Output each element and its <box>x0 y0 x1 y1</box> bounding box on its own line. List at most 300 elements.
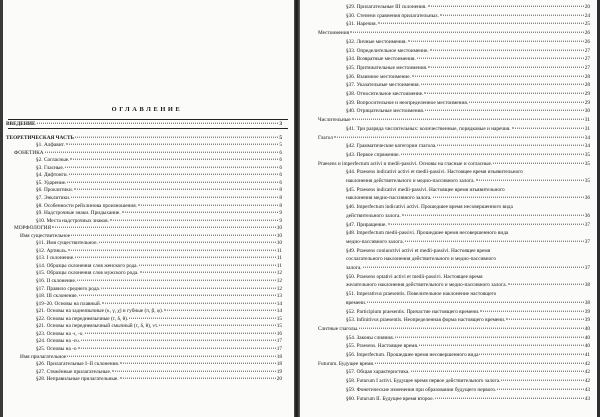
toc-dot-leader <box>78 348 276 349</box>
toc-entry-text: Имя существительное <box>20 232 71 239</box>
toc-dot-leader <box>479 354 583 355</box>
toc-entry-text: залога. <box>346 265 362 271</box>
toc-entry <box>20 233 282 240</box>
toc-entry <box>346 152 590 159</box>
toc-entry <box>346 369 590 376</box>
toc-dot-leader <box>75 257 275 258</box>
toc-page-number: 20 <box>584 4 590 10</box>
toc-page-number: 39 <box>584 308 590 315</box>
toc-entry <box>346 335 590 342</box>
toc-page-number: 9 <box>279 210 282 217</box>
toc-entry <box>346 108 590 115</box>
toc-entry <box>20 354 282 361</box>
toc-dot-leader <box>480 310 583 311</box>
toc-page-number: 14 <box>276 300 282 307</box>
toc-dot-leader <box>378 23 584 24</box>
toc-entry-text: §46. Imperfectum indicativi activi. Прошедшее время несовершенного вида <box>346 204 513 211</box>
toc-entry-text: §43. Первое спряжение. <box>346 151 400 158</box>
toc-entry-text: §8. Особенности рейхлинова произношения. <box>36 202 137 209</box>
toc-dot-leader <box>68 249 276 250</box>
toc-page-number: 14 <box>276 308 282 315</box>
toc-dot-leader <box>85 333 276 334</box>
toc-entry-text: §51. Imperativus praesentis. Повелительное наклонение настоящего <box>346 291 497 298</box>
toc-entry <box>346 56 590 63</box>
toc-entry-text: §37. Указательные местоимения. <box>346 82 420 89</box>
toc-entry <box>36 361 282 368</box>
toc-page-number: 29 <box>584 91 590 97</box>
toc-entry <box>318 326 590 333</box>
toc-entry-text: §59. Фонетические изменения при образовании будущего первого. <box>346 386 497 393</box>
toc-entry-text: §5. Ударение. <box>36 179 67 186</box>
toc-dot-leader <box>425 110 584 111</box>
toc-page-number: 20 <box>276 376 282 383</box>
toc-entry <box>36 248 282 255</box>
toc-page-number: 34 <box>584 134 590 141</box>
title-rule-bottom <box>8 128 288 129</box>
toc-entry <box>36 301 282 308</box>
toc-entry-text: ВВЕДЕНИЕ <box>6 121 36 127</box>
toc-entry <box>36 338 282 345</box>
toc-dot-leader <box>375 362 584 363</box>
toc-dot-leader <box>367 301 584 302</box>
toc-page-number: 6 <box>279 164 282 171</box>
toc-entry-text: §28. Неправильные прилагательные. <box>36 376 119 383</box>
toc-page-number: 37 <box>584 265 590 271</box>
toc-entry <box>346 256 590 263</box>
toc-dot-leader <box>75 136 278 137</box>
toc-dot-leader <box>497 388 583 389</box>
toc-dot-leader <box>469 101 584 102</box>
toc-entry-text: §4. Дифтонги. <box>36 172 68 179</box>
toc-entry <box>36 376 282 383</box>
toc-page-number: 40 <box>584 343 590 350</box>
toc-entry-text: §19–20. Основы на плавный. <box>36 300 101 307</box>
toc-page-number: 11 <box>276 255 282 262</box>
toc-entry <box>36 286 282 293</box>
toc-entry <box>318 135 590 142</box>
toc-entry <box>36 210 282 217</box>
toc-entry <box>36 369 282 376</box>
toc-entry-text: §2. Согласные. <box>36 157 70 164</box>
toc-entry-text: §50. Praesens optativi activi et medii-passivi. Настоящее время <box>346 273 483 280</box>
toc-entry <box>346 300 590 307</box>
toc-entry-text: МОРФОЛОГИЯ <box>14 225 52 232</box>
toc-entry-text: §9. Надстрочные знаки. Придыхание. <box>36 210 121 217</box>
toc-dot-leader <box>417 58 584 59</box>
toc-page-number: 5 <box>279 134 282 141</box>
toc-entry <box>36 308 282 315</box>
toc-page-number: 6 <box>279 157 282 164</box>
toc-entry <box>36 255 282 262</box>
toc-entry-text: §32. Личные местоимения. <box>346 38 407 45</box>
toc-dot-leader <box>102 302 276 303</box>
toc-entry-text: Глагол <box>318 134 333 141</box>
toc-entry <box>346 187 590 194</box>
toc-entry-text: §3. Гласные. <box>36 164 65 171</box>
toc-entry-text: §23. Основы на -ι, -υ. <box>36 330 84 337</box>
toc-page-number: 12 <box>276 285 282 292</box>
toc-dot-leader <box>129 317 275 318</box>
toc-dot-leader <box>476 180 584 181</box>
toc-dot-leader <box>71 197 278 198</box>
toc-entry <box>318 30 590 37</box>
toc-dot-leader <box>512 127 584 128</box>
toc-entry <box>346 274 590 281</box>
toc-entry-text: сослагательного наклонения действительного и медио-пассивного <box>346 256 496 263</box>
toc-dot-leader <box>359 328 583 329</box>
toc-entry-text: §27. Стяжённые прилагательные. <box>36 368 112 375</box>
toc-entry <box>36 323 282 330</box>
toc-dot-leader <box>110 219 278 220</box>
toc-dot-leader <box>428 6 584 7</box>
toc-dot-leader <box>45 151 279 152</box>
toc-page-number: 15 <box>276 315 282 322</box>
toc-page-number: 8 <box>279 187 282 194</box>
toc-entry <box>346 343 590 350</box>
toc-page-number: 18 <box>276 361 282 368</box>
toc-entry <box>346 213 590 220</box>
toc-entry <box>36 218 282 225</box>
toc-page-number: 42 <box>584 369 590 376</box>
toc-page-number: 27 <box>584 47 590 54</box>
toc-entry <box>36 346 282 353</box>
toc-page-number: 38 <box>584 282 590 289</box>
toc-dot-leader <box>334 136 584 137</box>
toc-entry-text: наклонения медио-пассивного залога. <box>346 195 432 202</box>
toc-dot-leader <box>120 378 276 379</box>
toc-entry-text: времени. <box>346 299 367 306</box>
toc-page-number: 34 <box>584 143 590 150</box>
toc-entry-text: §6. Проклитики. <box>36 187 74 194</box>
toc-entry-text: §26. Прилагательные I–II склонения. <box>36 361 120 368</box>
toc-entry-text: §15. Образцы склонения слов мужского рода. <box>36 270 139 277</box>
toc-dot-leader <box>66 144 279 145</box>
toc-entry-text: наклонения действительного и медио-пассивного залога. <box>346 178 475 184</box>
toc-dot-leader <box>101 287 276 288</box>
toc-entry <box>14 225 282 232</box>
toc-page-number: 35 <box>584 178 590 184</box>
toc-dot-leader <box>419 345 583 346</box>
toc-entry-text: §54. Законы слияния. <box>346 334 394 341</box>
toc-entry <box>346 143 590 150</box>
toc-page-number: 6 <box>279 172 282 179</box>
toc-entry-text: Слитные глаголы. <box>318 325 359 332</box>
toc-entry <box>346 352 590 359</box>
toc-entry-text: §33. Определительное местоимение. <box>346 47 429 54</box>
toc-page-number: 38 <box>584 299 590 306</box>
toc-entry <box>346 239 590 246</box>
toc-entry <box>346 317 590 324</box>
toc-entry-text: §60. Futurum II. Будущее время второе. <box>346 395 434 402</box>
toc-dot-leader <box>405 241 584 242</box>
toc-page-number: 25 <box>584 21 590 28</box>
toc-page-number: 31 <box>584 117 590 124</box>
toc-dot-leader <box>402 214 584 215</box>
toc-dot-leader <box>67 182 278 183</box>
toc-entry-text: §24. Основы на -ευ. <box>36 338 81 345</box>
toc-entry <box>6 121 282 128</box>
toc-entry-text: §16. II склонение. <box>36 278 77 284</box>
toc-dot-leader <box>363 267 584 268</box>
toc-page-number: 18 <box>276 353 282 360</box>
toc-page-number: 36 <box>584 212 590 219</box>
toc-dot-leader <box>408 40 584 41</box>
toc-entry-text: §17. Правило среднего рода. <box>36 285 101 292</box>
toc-entry <box>346 204 590 211</box>
toc-entry-text: §12. Артикль. <box>36 247 68 254</box>
toc-page-number: 17 <box>276 345 282 352</box>
toc-page-number: 15 <box>276 323 282 330</box>
toc-dot-leader <box>37 123 279 124</box>
toc-entry <box>36 187 282 194</box>
toc-entry-text: Praesens и imperfectum activi и medii-passivi. Основы на гласные и согласные. <box>318 160 493 167</box>
toc-entry <box>346 222 590 229</box>
title-rule-top <box>8 119 288 120</box>
toc-dot-leader <box>69 174 278 175</box>
toc-entry <box>346 195 590 202</box>
toc-page-number: 11 <box>276 247 282 254</box>
toc-entry <box>318 117 590 124</box>
toc-dot-leader <box>506 319 583 320</box>
toc-page-number: 28 <box>584 73 590 80</box>
toc-entry <box>346 4 590 11</box>
toc-entry <box>36 293 282 300</box>
toc-entry <box>346 65 590 72</box>
toc-entry-text: §49. Praesens coniunctivi activi et medii-passivi. Настоящее время <box>346 247 491 254</box>
toc-page-number: 9 <box>279 217 282 224</box>
toc-entry-text: §14. Образцы склонения слов женского рода. <box>36 262 138 269</box>
toc-dot-leader <box>440 14 584 15</box>
toc-dot-leader <box>433 197 584 198</box>
toc-page-number: 17 <box>276 338 282 345</box>
toc-entry <box>36 316 282 323</box>
toc-page-number: 40 <box>584 334 590 341</box>
toc-entry-text: §29. Прилагательные III склонения. <box>346 4 427 10</box>
toc-dot-leader <box>352 119 584 120</box>
toc-dot-leader <box>430 49 584 50</box>
toc-page-number: 12 <box>276 270 282 277</box>
toc-entry <box>318 361 590 368</box>
toc-dot-leader <box>421 84 584 85</box>
toc-entry-text: Числительные <box>318 117 351 124</box>
toc-page-number: 6 <box>279 179 282 186</box>
toc-dot-leader <box>138 204 278 205</box>
toc-entry <box>36 270 282 277</box>
toc-entry-text: §22. Основы на переднеязычные (τ, δ, θ). <box>36 315 129 322</box>
toc-entry-text: Местоимения <box>318 30 350 37</box>
toc-entry-text: §38. Относительное местоимение. <box>346 91 424 97</box>
toc-entry-text: §53. Infinitivus praesentis. Неопределенная форма настоящего времени. <box>346 317 506 324</box>
toc-entry-text: §56. Imperfectum. Прошедшее время несовершенного вида <box>346 352 479 358</box>
toc-page-number: 26 <box>584 38 590 45</box>
toc-entry-text: §30. Степени сравнения прилагательных. <box>346 12 440 19</box>
toc-dot-leader <box>437 145 583 146</box>
toc-page-number: 10 <box>276 225 282 232</box>
toc-entry <box>346 91 590 98</box>
toc-entry-text: §25. Основы на -ο <box>36 345 77 352</box>
toc-entry <box>346 39 590 46</box>
toc-entry <box>36 180 282 187</box>
toc-entry-text: §1. Алфавит. <box>36 142 65 149</box>
toc-dot-leader <box>501 380 583 381</box>
toc-entry-text: §45. Praesens indicativi medii-passivi. Настоящее время изъявительного <box>346 186 505 193</box>
toc-entry-text: Futurum. Будущее время. <box>318 360 375 367</box>
toc-page-number: 10 <box>276 240 282 247</box>
toc-page-number: 40 <box>584 325 590 332</box>
toc-entry <box>346 74 590 81</box>
toc-page-number: 8 <box>279 202 282 209</box>
toc-entry-text: медио-пассивного залога. <box>346 238 404 245</box>
toc-page-number: 43 <box>584 395 590 402</box>
toc-dot-leader <box>140 272 276 273</box>
toc-entry <box>36 263 282 270</box>
toc-entry <box>346 230 590 237</box>
toc-entry-text: §34. Возвратные местоимения. <box>346 56 416 63</box>
toc-page-number: 36 <box>584 195 590 202</box>
toc-entry <box>346 309 590 316</box>
toc-entry <box>346 387 590 394</box>
toc-entry-text: §41. Три разряда числительных: количественные, порядковые и наречия. <box>346 125 511 132</box>
toc-dot-leader <box>493 162 584 163</box>
toc-dot-leader <box>428 67 583 68</box>
toc-entry <box>36 142 282 149</box>
toc-entry <box>346 248 590 255</box>
toc-page-number: 11 <box>276 262 282 269</box>
toc-entry-text: §52. Participium praesentis. Причастие настоящего времени. <box>346 308 480 315</box>
toc-entry-text: действительного залога. <box>346 212 401 219</box>
toc-title: ОГЛАВЛЕНИЕ <box>111 106 183 113</box>
toc-entry-text: §55. Praesens. Настоящее время. <box>346 343 419 350</box>
toc-entry <box>346 13 590 20</box>
toc-page-number: 42 <box>584 378 590 385</box>
toc-page-number: 3 <box>279 121 282 127</box>
toc-entry-text: желательного наклонения действительного и медио-пассивного залога. <box>346 282 507 289</box>
toc-dot-leader <box>71 234 276 235</box>
toc-dot-leader <box>67 355 275 356</box>
toc-entry <box>14 150 282 157</box>
toc-entry-text: §21. Основы на заднеязычные (κ, γ, χ) и губные (π, β, φ). <box>36 308 164 315</box>
toc-page-number: 30 <box>584 108 590 115</box>
toc-entry <box>346 169 590 176</box>
toc-entry <box>36 203 282 210</box>
toc-entry-text: §10. Места надстрочных знаков. <box>36 217 109 224</box>
toc-entry-text: §57. Общая характеристика. <box>346 369 410 376</box>
toc-dot-leader <box>74 189 278 190</box>
toc-dot-leader <box>122 212 279 213</box>
toc-entry <box>36 157 282 164</box>
toc-dot-leader <box>120 363 276 364</box>
toc-dot-leader <box>159 325 275 326</box>
toc-entry-text: §44. Praesens indicativi activi et medii-passivi. Настоящее время изъявительного <box>346 169 523 176</box>
toc-entry-text: §13. I склонение. <box>36 255 75 262</box>
toc-entry <box>346 282 590 289</box>
toc-page-number: 28 <box>584 82 590 89</box>
toc-dot-leader <box>77 280 276 281</box>
toc-entry-text: §11. Имя существительное. <box>36 240 98 247</box>
toc-dot-leader <box>435 397 584 398</box>
toc-page-number: 19 <box>276 368 282 375</box>
toc-entry <box>346 48 590 55</box>
toc-entry <box>36 278 282 285</box>
toc-entry <box>36 165 282 172</box>
toc-entry <box>346 82 590 89</box>
toc-dot-leader <box>412 75 584 76</box>
toc-dot-leader <box>52 227 276 228</box>
toc-entry-text: §42. Грамматические категории глагола. <box>346 143 437 150</box>
toc-dot-leader <box>70 159 278 160</box>
toc-page-number: 41 <box>584 352 590 358</box>
toc-dot-leader <box>139 265 276 266</box>
toc-dot-leader <box>411 371 584 372</box>
page-edge-left <box>0 0 3 417</box>
toc-page-number: 42 <box>584 360 590 367</box>
toc-dot-leader <box>424 93 583 94</box>
toc-entry <box>346 396 590 403</box>
toc-page-number: 24 <box>584 12 590 19</box>
toc-page-number: 37 <box>584 221 590 228</box>
toc-entry <box>346 378 590 385</box>
toc-entry-text: §36. Взаимное местоимение. <box>346 73 411 80</box>
toc-entry-text: §35. Притяжательные местоимения. <box>346 64 428 71</box>
toc-dot-leader <box>79 295 276 296</box>
toc-entry <box>346 100 590 107</box>
toc-entry <box>36 240 282 247</box>
toc-page-number: 6 <box>279 149 282 156</box>
toc-entry-text: ФОНЕТИКА <box>14 149 44 156</box>
toc-page-number: 26 <box>584 30 590 37</box>
toc-entry-text: §31. Наречия. <box>346 21 377 28</box>
toc-page-number: 16 <box>276 330 282 337</box>
toc-entry-text: §21. Основы на переднеязычный смычный (τ, δ, θ), ντ. <box>36 323 159 330</box>
toc-page-number: 29 <box>584 99 590 106</box>
toc-entry-text: §48. Imperfectum medii-passivi. Прошедшее время несовершенного вида <box>346 230 509 237</box>
toc-dot-leader <box>395 336 584 337</box>
toc-entry-text: §39. Вопросительное и неопределенное местоимения. <box>346 99 469 106</box>
toc-entry <box>36 331 282 338</box>
toc-entry <box>346 21 590 28</box>
toc-dot-leader <box>112 370 276 371</box>
toc-page-number: 43 <box>584 386 590 393</box>
toc-entry-text: §47. Приращение. <box>346 221 387 228</box>
toc-dot-leader <box>388 223 584 224</box>
toc-dot-leader <box>164 310 276 311</box>
toc-entry <box>346 291 590 298</box>
toc-page-number: 8 <box>279 194 282 201</box>
toc-page-number: 5 <box>279 142 282 149</box>
toc-page-number: 10 <box>276 232 282 239</box>
toc-entry-text: §58. Futurum I activi. Будущее время первое действительного залога. <box>346 378 501 385</box>
toc-entry <box>318 161 590 168</box>
toc-dot-leader <box>99 242 276 243</box>
toc-entry <box>346 126 590 133</box>
toc-entry <box>36 195 282 202</box>
toc-entry-text: ТЕОРЕТИЧЕСКАЯ ЧАСТЬ <box>6 134 74 141</box>
toc-page-number: 27 <box>584 64 590 71</box>
toc-entry-text: Имя прилагательное <box>20 353 67 360</box>
toc-page-number: 39 <box>584 317 590 324</box>
toc-dot-leader <box>350 32 584 33</box>
toc-entry <box>346 265 590 272</box>
toc-page-number: 35 <box>584 151 590 158</box>
toc-entry <box>346 178 590 185</box>
toc-entry-text: §7. Энклитики. <box>36 194 71 201</box>
toc-entry <box>6 135 282 142</box>
toc-dot-leader <box>508 284 584 285</box>
toc-page-number: 31 <box>584 125 590 132</box>
toc-page-number: 13 <box>276 293 282 300</box>
toc-entry-text: §40. Отрицательные местоимения. <box>346 108 425 115</box>
toc-page-number: 12 <box>276 278 282 284</box>
